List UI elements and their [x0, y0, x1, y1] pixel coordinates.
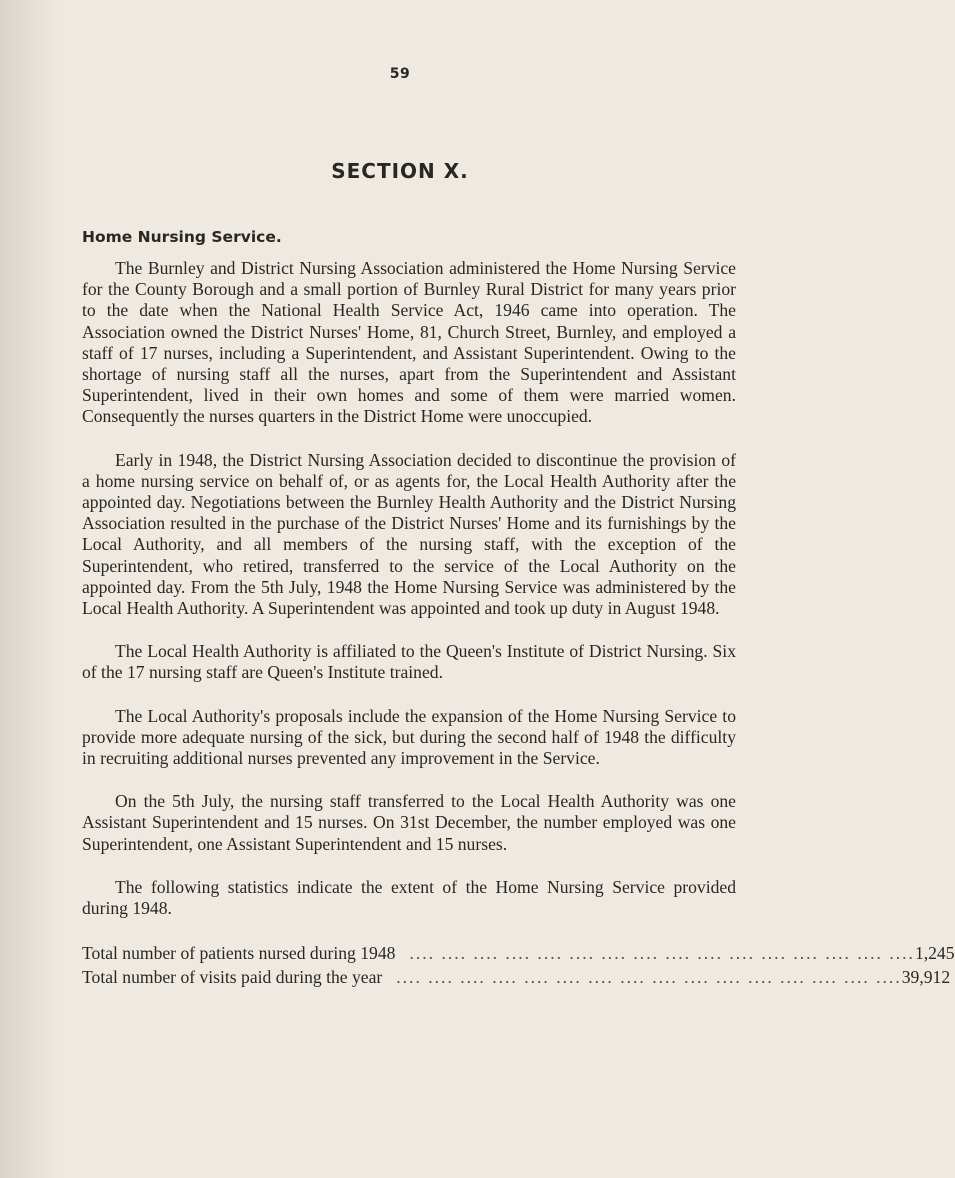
- subsection-heading: Home Nursing Service.: [82, 228, 282, 246]
- stat-row: [82, 941, 955, 965]
- dot-leader: .... .... .... .... .... .... .... .... .... .... .... .... .... .... .... ....: [396, 967, 902, 988]
- section-title: SECTION X.: [331, 159, 469, 183]
- paragraph: The Local Health Authority is affiliated to the Queen's Institute of District Nursing. Six of the 17 nursing staff are Queen's Institute trained.: [82, 641, 736, 683]
- paragraph: The Burnley and District Nursing Association administered the Home Nursing Service for the County Borough and a small portion of Burnley Rural District for many years prior to the date when the National Health Service Act, 1946 came into operation. The Association owned the District Nurses' Home, 81, Church Street, Burnley, and employed a staff of 17 nurses, including a Superintendent, and Assistant Superintendent. Owing to the shortage of nursing staff all the nurses, apart from the Superintendent and Assistant Superintendent, lived in their own homes and some of them were married women. Consequently the nurses quarters in the District Home were unoccupied.: [82, 258, 736, 427]
- paragraph: Early in 1948, the District Nursing Association decided to discontinue the provision of a home nursing service on behalf of, or as agents for, the Local Health Authority after the appointed day. Negotiations between the Burnley Health Authority and the District Nursing Association resulted in the purchase of the District Nurses' Home and its furnishings by the Local Authority, and all members of the nursing staff, with the exception of the Superintendent, who retired, transferred to the service of the Local Authority on the appointed day. From the 5th July, 1948 the Home Nursing Service was administered by the Local Health Authority. A Superintendent was appointed and took up duty in August 1948.: [82, 449, 736, 619]
- document-body: [82, 228, 955, 989]
- stat-label: Total number of patients nursed during 1948: [82, 943, 396, 964]
- paragraph: On the 5th July, the nursing staff transferred to the Local Health Authority was one Assistant Superintendent and 15 nurses. On 31st December, the number employed was one Superintendent, one Assistant Superintendent and 15 nurses.: [82, 791, 736, 854]
- paragraph: The following statistics indicate the extent of the Home Nursing Service provided during 1948.: [82, 876, 736, 919]
- stat-value: 1,245: [914, 943, 955, 964]
- stat-label: Total number of visits paid during the year: [82, 967, 383, 988]
- dot-leader: .... .... .... .... .... .... .... .... .... .... .... .... .... .... .... ....: [409, 943, 915, 964]
- page-number: 59: [389, 66, 411, 82]
- paragraph: The Local Authority's proposals include the expansion of the Home Nursing Service to provide more adequate nursing of the sick, but during the second half of 1948 the difficulty in recruiting additional nurses prevented any improvement in the Service.: [82, 705, 736, 769]
- stat-value: 39,912: [901, 967, 951, 988]
- stat-row: [82, 965, 951, 989]
